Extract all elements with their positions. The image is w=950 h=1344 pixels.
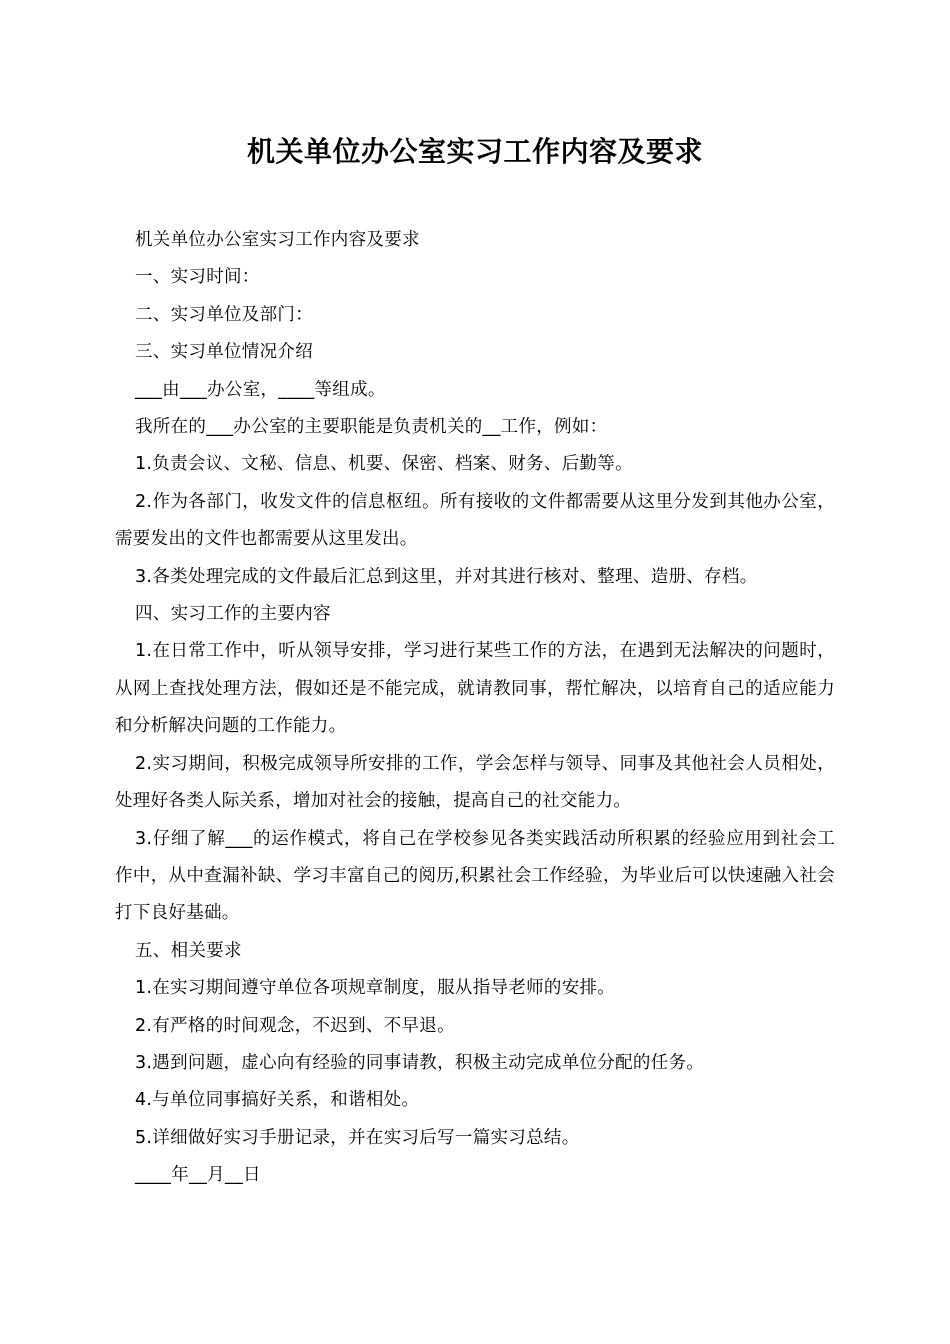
section-heading-unit-introduction: 三、实习单位情况介绍 — [135, 342, 313, 363]
date-line: ____年__月__日 — [135, 1165, 261, 1186]
document-title: 机关单位办公室实习工作内容及要求 — [246, 135, 703, 168]
section-heading-internship-time: 一、实习时间： — [135, 267, 260, 288]
list-item-requirement-2: 2.有严格的时间观念，不迟到、不早退。 — [135, 1015, 455, 1036]
document-body — [115, 222, 835, 1195]
paragraph-subtitle: 机关单位办公室实习工作内容及要求 — [135, 230, 420, 250]
list-item-requirement-4: 4.与单位同事搞好关系，和谐相处。 — [135, 1090, 420, 1111]
list-item-requirement-3: 3.遇到问题，虚心向有经验的同事请教，积极主动完成单位分配的任务。 — [135, 1052, 705, 1073]
list-item-content-3: 3.仔细了解___的运作模式，将自己在学校参见各类实践活动所积累的经验应用到社会工作中，从中查漏补缺、学习丰富自己的阅历,积累社会工作经验，为毕业后可以快速融入社会打下良好基础。 — [115, 828, 835, 924]
section-heading-main-content: 四、实习工作的主要内容 — [135, 604, 331, 625]
paragraph-office-duties: 我所在的___办公室的主要职能是负责机关的__工作，例如： — [135, 417, 608, 438]
list-item-duty-3: 3.各类处理完成的文件最后汇总到这里，并对其进行核对、整理、造册、存档。 — [135, 566, 758, 587]
list-item-content-1: 1.在日常工作中，听从领导安排，学习进行某些工作的方法，在遇到无法解决的问题时，从网上查找处理方法，假如还是不能完成，就请教同事，帮忙解决，以培育自己的适应能力和分析解决问题的工作能力。 — [115, 641, 835, 737]
section-heading-internship-unit: 二、实习单位及部门： — [135, 304, 313, 325]
list-item-requirement-1: 1.在实习期间遵守单位各项规章制度，服从指导老师的安排。 — [135, 978, 616, 999]
section-heading-requirements: 五、相关要求 — [135, 940, 242, 961]
list-item-duty-1: 1.负责会议、文秘、信息、机要、保密、档案、财务、后勤等。 — [135, 454, 633, 475]
list-item-content-2: 2.实习期间，积极完成领导所安排的工作，学会怎样与领导、同事及其他社会人员相处，处理好各类人际关系，增加对社会的接触，提高自己的社交能力。 — [115, 753, 835, 812]
paragraph-unit-composition: ___由___办公室，____等组成。 — [135, 379, 386, 400]
list-item-requirement-5: 5.详细做好实习手册记录，并在实习后写一篇实习总结。 — [135, 1127, 580, 1148]
list-item-duty-2: 2.作为各部门，收发文件的信息枢纽。所有接收的文件都需要从这里分发到其他办公室，需要发出的文件也都需要从这里发出。 — [115, 491, 835, 550]
